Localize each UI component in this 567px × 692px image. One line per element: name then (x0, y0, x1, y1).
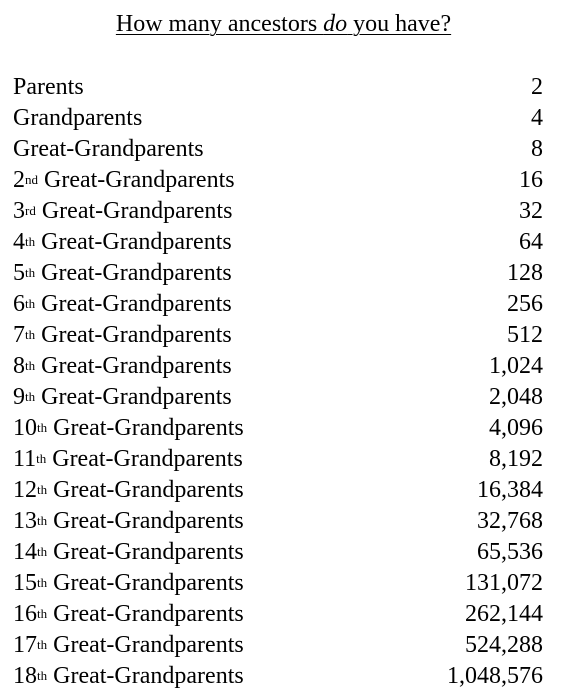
ancestor-count: 16 (519, 167, 543, 193)
ancestor-row (13, 413, 543, 444)
generation-label: 16th Great-Grandparents (13, 601, 244, 627)
generation-label: 11th Great-Grandparents (13, 446, 243, 472)
ancestor-row (13, 537, 543, 568)
ancestor-count: 8 (531, 136, 543, 162)
ancestor-count: 1,048,576 (447, 663, 543, 689)
generation-label: 5th Great-Grandparents (13, 260, 232, 286)
ancestor-count: 32,768 (477, 508, 543, 534)
page-title (0, 9, 567, 39)
ancestor-count: 512 (507, 322, 543, 348)
ancestor-count: 256 (507, 291, 543, 317)
generation-label: 7th Great-Grandparents (13, 322, 232, 348)
ancestor-count: 1,024 (489, 353, 543, 379)
generation-label: 10th Great-Grandparents (13, 415, 244, 441)
ancestor-row (13, 599, 543, 630)
generation-label: 4th Great-Grandparents (13, 229, 232, 255)
ancestor-count: 4 (531, 105, 543, 131)
generation-label: Parents (13, 74, 84, 100)
ancestor-row (13, 196, 543, 227)
generation-label: 17th Great-Grandparents (13, 632, 244, 658)
title-emphasis: do (323, 11, 348, 37)
ancestor-row (13, 630, 543, 661)
generation-label: 3rd Great-Grandparents (13, 198, 233, 224)
ancestor-count: 65,536 (477, 539, 543, 565)
ancestor-row (13, 320, 543, 351)
ancestor-count: 262,144 (465, 601, 543, 627)
ancestor-count: 8,192 (489, 446, 543, 472)
ancestor-count: 64 (519, 229, 543, 255)
generation-label: Grandparents (13, 105, 143, 131)
ancestor-count: 2,048 (489, 384, 543, 410)
ancestor-row (13, 165, 543, 196)
ancestor-count: 131,072 (465, 570, 543, 596)
ancestor-row (13, 72, 543, 103)
ancestor-count: 4,096 (489, 415, 543, 441)
ancestor-row (13, 475, 543, 506)
generation-label: 2nd Great-Grandparents (13, 167, 235, 193)
generation-label: 13th Great-Grandparents (13, 508, 244, 534)
ancestor-row (13, 444, 543, 475)
ancestor-count: 128 (507, 260, 543, 286)
ancestor-row (13, 227, 543, 258)
generation-label: Great-Grandparents (13, 136, 204, 162)
generation-label: 8th Great-Grandparents (13, 353, 232, 379)
ancestor-row (13, 103, 543, 134)
ancestor-row (13, 568, 543, 599)
ancestor-count: 2 (531, 74, 543, 100)
ancestor-count: 524,288 (465, 632, 543, 658)
ancestor-count: 32 (519, 198, 543, 224)
generation-label: 12th Great-Grandparents (13, 477, 244, 503)
title-text-before: How many ancestors (115, 11, 324, 37)
generation-label: 6th Great-Grandparents (13, 291, 232, 317)
ancestor-row (13, 289, 543, 320)
ancestor-row (13, 351, 543, 382)
generation-label: 14th Great-Grandparents (13, 539, 244, 565)
ancestor-row (13, 382, 543, 413)
ancestor-row (13, 258, 543, 289)
ancestor-row (13, 134, 543, 165)
ancestor-table (13, 72, 543, 692)
ancestor-row (13, 506, 543, 537)
generation-label: 15th Great-Grandparents (13, 570, 244, 596)
ancestor-count: 16,384 (477, 477, 543, 503)
generation-label: 18th Great-Grandparents (13, 663, 244, 689)
ancestor-row (13, 661, 543, 692)
generation-label: 9th Great-Grandparents (13, 384, 232, 410)
title-text-after: you have? (347, 11, 452, 37)
